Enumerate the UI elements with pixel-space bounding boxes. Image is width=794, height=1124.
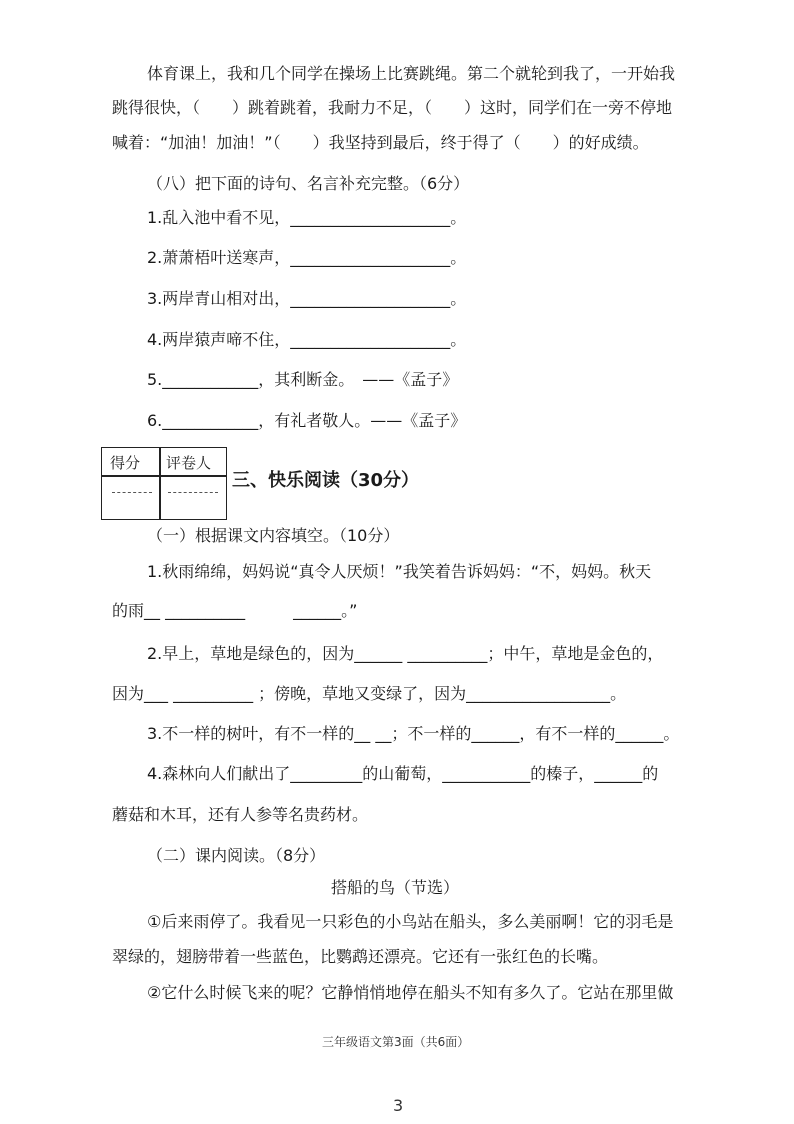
subsection-title: （二）课内阅读。（8分） [147,846,326,865]
section-title: 三、快乐阅读（30分） [232,470,420,491]
question-line: 5.____________，其利断金。 ——《孟子》 [147,370,459,389]
question-line: 6.____________，有礼者敬人。——《孟子》 [147,411,467,430]
passage-line: 翠绿的，翅膀带着一些蓝色，比鹦鹉还漂亮。它还有一张红色的长嘴。 [112,947,609,966]
passage-title: 搭船的鸟（节选） [331,878,460,897]
passage-line: ②它什么时候飞来的呢？它静悄悄地停在船头不知有多久了。它站在那里做 [147,983,674,1002]
question-line: 3.两岸青山相对出，____________________。 [147,289,467,308]
section-title: （八）把下面的诗句、名言补充完整。（6分） [147,174,470,193]
question-line: 1.乱入池中看不见，____________________。 [147,208,467,227]
text-line: 体育课上，我和几个同学在操场上比赛跳绳。第二个就轮到我了，一开始我 [147,64,676,83]
page-number: 3 [393,1096,404,1115]
question-line: 1.秋雨绵绵，妈妈说“真令人厌烦！”我笑着告诉妈妈：“不，妈妈。秋天 [147,562,652,581]
subsection-title: （一）根据课文内容填空。（10分） [147,526,400,545]
score-label: 得分 [110,454,141,472]
text-line: 跳得很快，（ ）跳着跳着，我耐力不足，（ ）这时，同学们在一旁不停地 [112,98,673,117]
page-footer-note: 三年级语文第3面（共6面） [322,1035,470,1049]
question-line: 因为___ __________ ；傍晚，草地又变绿了，因为__________________。 [112,684,627,703]
question-line: 的雨__ __________ ______。” [112,601,358,620]
question-line: 3.不一样的树叶，有不一样的__ __；不一样的______，有不一样的______。 [147,724,680,743]
text-line: 喊着：“加油！加油！”（ ）我坚持到最后，终于得了（ ）的好成绩。 [112,133,649,152]
score-box [101,447,227,520]
question-line: 4.森林向人们献出了_________的山葡萄，___________的榛子，______的 [147,764,659,783]
grader-label: 评卷人 [166,454,212,472]
question-line: 2.早上，草地是绿色的，因为______ __________；中午，草地是金色的， [147,644,664,663]
question-line: 2.萧萧梧叶送寒声，____________________。 [147,248,467,267]
passage-line: ①后来雨停了。我看见一只彩色的小鸟站在船头，多么美丽啊！它的羽毛是 [147,912,674,931]
question-line: 蘑菇和木耳，还有人参等名贵药材。 [112,805,369,824]
question-line: 4.两岸猿声啼不住，____________________。 [147,330,467,349]
